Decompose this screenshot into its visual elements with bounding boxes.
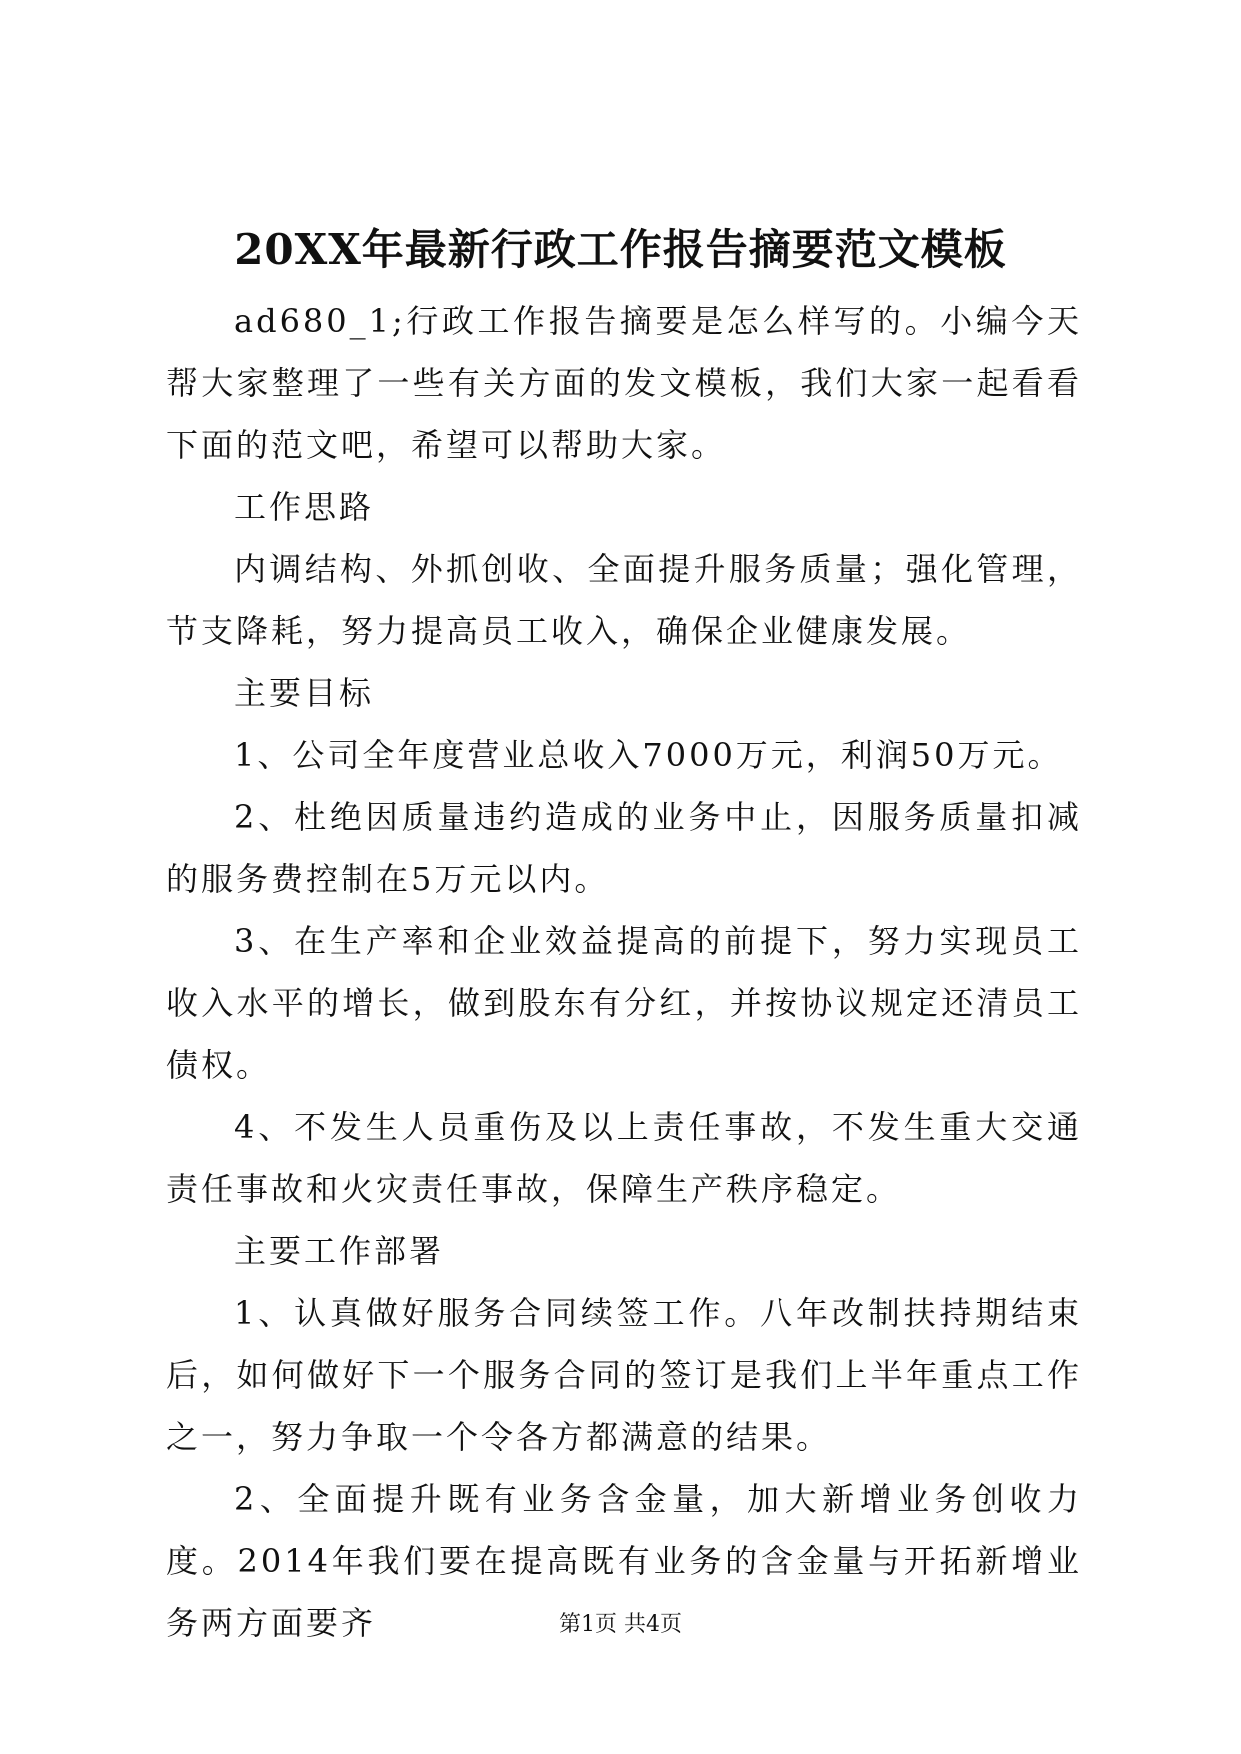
goal-item-2: 2、杜绝因质量违约造成的业务中止，因服务质量扣减的服务费控制在5万元以内。 [166,798,1082,898]
section-heading-work-approach: 工作思路 [234,488,375,526]
goal-item-4: 4、不发生人员重伤及以上责任事故，不发生重大交通责任事故和火灾责任事故，保障生产秩序稳定。 [166,1108,1082,1208]
page-footer: 第1页 共4页 [559,1612,682,1637]
deployment-item-2: 2、全面提升既有业务含金量，加大新增业务创收力度。2014年我们要在提高既有业务的含金量与开拓新增业务两方面要齐 [166,1480,1082,1642]
section-heading-main-goals: 主要目标 [234,674,375,712]
document-body [166,290,1082,1654]
goal-item-1: 1、公司全年度营业总收入7000万元，利润50万元。 [234,736,1063,774]
section-heading-work-deployment: 主要工作部署 [234,1232,445,1270]
intro-paragraph: ad680_1;行政工作报告摘要是怎么样写的。小编今天帮大家整理了一些有关方面的发文模板，我们大家一起看看下面的范文吧，希望可以帮助大家。 [166,302,1082,464]
goal-item-3: 3、在生产率和企业效益提高的前提下，努力实现员工收入水平的增长，做到股东有分红，并按协议规定还清员工债权。 [166,922,1082,1084]
work-approach-paragraph: 内调结构、外抓创收、全面提升服务质量；强化管理，节支降耗，努力提高员工收入，确保企业健康发展。 [166,550,1082,650]
document-title: 20XX年最新行政工作报告摘要范文模板 [234,225,1007,274]
deployment-item-1: 1、认真做好服务合同续签工作。八年改制扶持期结束后，如何做好下一个服务合同的签订是我们上半年重点工作之一，努力争取一个令各方都满意的结果。 [166,1294,1082,1456]
